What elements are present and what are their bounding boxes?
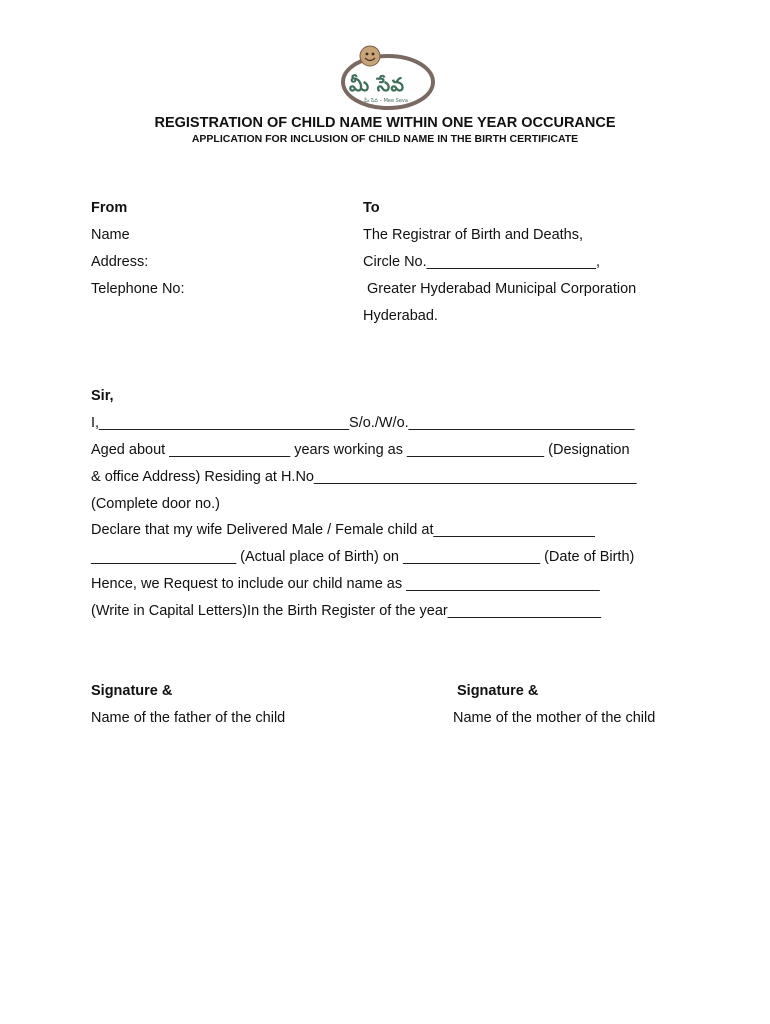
body-line-door-no: (Complete door no.) [91,496,220,512]
to-heading: To [363,200,380,216]
body-line-age: Aged about _______________ years working as _________________ (Designation [91,442,630,458]
father-name-label: Name of the father of the child [91,710,286,726]
from-name-label: Name [91,227,130,243]
body-line-declaration: Declare that my wife Delivered Male / Female child at____________________ [91,522,595,538]
body-line-name: I,_______________________________S/o./W/o.____________________________ [91,415,635,431]
mother-name-label: Name of the mother of the child [453,710,656,726]
logo-subtext: మీ సేవ – Mee Seva [364,98,408,104]
body-line-residence: & office Address) Residing at H.No________________________________________ [91,469,637,485]
body-line-birth-place: __________________ (Actual place of Birth) on _________________ (Date of Birth) [91,549,635,565]
from-heading: From [91,200,128,216]
logo-text: మీ సేవ [349,74,405,96]
body-line-request: Hence, we Request to include our child name as ________________________ [91,576,600,592]
mother-signature-heading: Signature & [457,683,539,699]
document-subtitle: APPLICATION FOR INCLUSION OF CHILD NAME IN THE BIRTH CERTIFICATE [191,133,579,145]
body-line-register-year: (Write in Capital Letters)In the Birth Register of the year___________________ [91,603,601,619]
salutation: Sir, [91,388,114,404]
to-registrar: The Registrar of Birth and Deaths, [363,227,584,243]
from-telephone-label: Telephone No: [91,281,185,297]
to-city: Hyderabad. [363,308,438,324]
from-address-label: Address: [91,254,149,270]
to-circle-no: Circle No._____________________, [363,254,601,270]
to-corporation: Greater Hyderabad Municipal Corporation [367,281,637,297]
father-signature-heading: Signature & [91,683,173,699]
document-title: REGISTRATION OF CHILD NAME WITHIN ONE YEAR OCCURANCE [154,115,616,131]
